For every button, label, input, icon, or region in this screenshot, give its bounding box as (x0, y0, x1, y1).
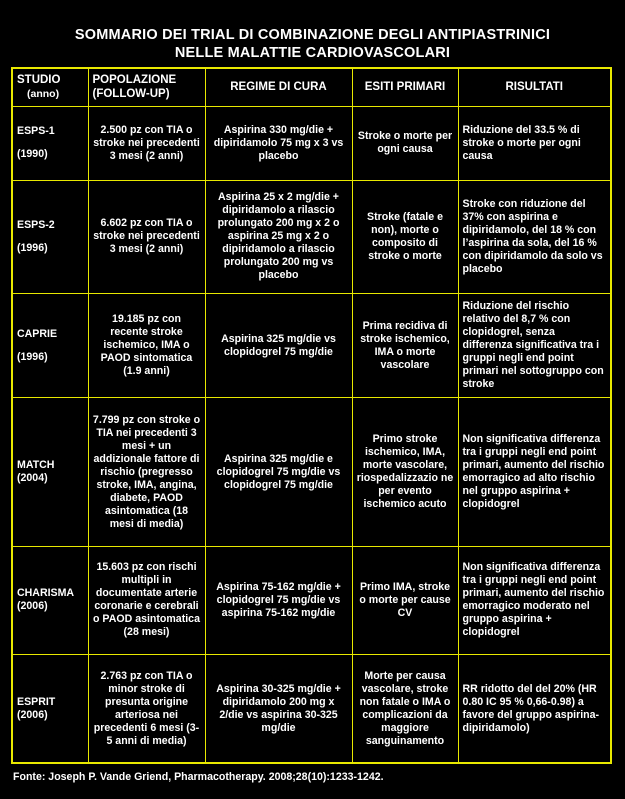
table-row (12, 546, 611, 654)
outcomes-cell: Stroke o morte per ogni causa (352, 106, 458, 180)
regimen-cell: Aspirina 330 mg/die + dipiridamolo 75 mg x 3 vs placebo (205, 106, 352, 180)
results-cell: Non significativa differenza tra i gruppi negli end point primari, aumento del rischio emorragico moderato nel gruppo aspirina + clopidogrel (458, 546, 611, 654)
table-row (12, 398, 611, 546)
outcomes-cell: Stroke (fatale e non), morte o composito di stroke o morte (352, 180, 458, 293)
header-popolazione: POPOLAZIONE (FOLLOW-UP) (88, 68, 205, 106)
study-cell (12, 106, 88, 180)
header-risultati: RISULTATI (458, 68, 611, 106)
population-cell: 6.602 pz con TIA o stroke nei precedenti 3 mesi (2 anni) (88, 180, 205, 293)
population-cell: 15.603 pz con rischi multipli in documentate arterie coronarie e cerebrali o PAOD asintomatica (28 mesi) (88, 546, 205, 654)
header-studio: STUDIO (anno) (12, 68, 88, 106)
results-cell: Non significativa differenza tra i gruppi negli end point primari, aumento del rischio emorragico ad alto rischio nel gruppo aspirina + clopidogrel (458, 398, 611, 546)
outcomes-cell: Primo IMA, stroke o morte per cause CV (352, 546, 458, 654)
results-cell: Stroke con riduzione del 37% con aspirina e dipiridamolo, del 18 % con l’aspirina da sola, del 16 % con dipiridamolo da solo vs placebo (458, 180, 611, 293)
study-year: (2006) (17, 708, 48, 721)
header-regime: REGIME DI CURA (205, 68, 352, 106)
regimen-cell: Aspirina 325 mg/die e clopidogrel 75 mg/die vs clopidogrel 75 mg/die (205, 398, 352, 546)
study-cell (12, 180, 88, 293)
results-cell: RR ridotto del del 20% (HR 0.80 IC 95 % 0,66-0.98) a favore del gruppo aspirina-dipiridamolo) (458, 655, 611, 763)
table-row (12, 294, 611, 398)
study-name: ESPS-2 (17, 218, 55, 231)
regimen-cell: Aspirina 30-325 mg/die + dipiridamolo 200 mg x 2/die vs aspirina 30-325 mg/die (205, 655, 352, 763)
source-citation: Fonte: Joseph P. Vande Griend, Pharmacotherapy. 2008;28(10):1233-1242. (13, 771, 384, 783)
outcomes-cell: Morte per causa vascolare, stroke non fatale o IMA o complicazioni da maggiore sanguinamento (352, 655, 458, 763)
regimen-cell: Aspirina 75-162 mg/die + clopidogrel 75 mg/die vs aspirina 75-162 mg/die (205, 546, 352, 654)
table-row (12, 655, 611, 763)
population-cell: 19.185 pz con recente stroke ischemico, IMA o PAOD sintomatica (1.9 anni) (88, 294, 205, 398)
study-cell (12, 546, 88, 654)
study-year: (1996) (17, 350, 48, 363)
population-cell: 2.763 pz con TIA o minor stroke di presunta origine arteriosa nei precedenti 6 mesi (3-5 anni di media) (88, 655, 205, 763)
study-year: (1996) (17, 241, 48, 254)
trials-table (11, 67, 612, 764)
study-year: (1990) (17, 148, 48, 161)
results-cell: Riduzione del 33.5 % di stroke o morte per ogni causa (458, 106, 611, 180)
study-cell (12, 655, 88, 763)
header-esiti: ESITI PRIMARI (352, 68, 458, 106)
study-name: ESPS-1 (17, 125, 55, 138)
title-line-2: NELLE MALATTIE CARDIOVASCOLARI (174, 45, 451, 61)
header-studio-sub: (anno) (27, 88, 60, 101)
study-name: ESPRIT (17, 695, 56, 708)
study-year: (2004) (17, 472, 48, 485)
study-name: CHARISMA (17, 587, 75, 600)
table-row (12, 106, 611, 180)
title-line-1: SOMMARIO DEI TRIAL DI COMBINAZIONE DEGLI ANTIPIASTRINICI (74, 27, 551, 43)
study-name: MATCH (17, 459, 55, 472)
outcomes-cell: Prima recidiva di stroke ischemico, IMA o morte vascolare (352, 294, 458, 398)
header-row (12, 68, 611, 106)
regimen-cell: Aspirina 325 mg/die vs clopidogrel 75 mg/die (205, 294, 352, 398)
study-name: CAPRIE (17, 327, 58, 340)
outcomes-cell: Primo stroke ischemico, IMA, morte vascolare, riospedalizzazio ne per evento ischemico acuto (352, 398, 458, 546)
population-cell: 7.799 pz con stroke o TIA nei precedenti 3 mesi + un addizionale fattore di rischio (pregresso stroke, IMA, angina, diabete, PAOD asintomatica (18 mesi di media) (88, 398, 205, 546)
table-row (12, 180, 611, 293)
regimen-cell: Aspirina 25 x 2 mg/die + dipiridamolo a rilascio prolungato 200 mg x 2 o aspirina 25 mg x 2 o dipiridamolo a rilascio prolungato 200 mg vs placebo (205, 180, 352, 293)
population-cell: 2.500 pz con TIA o stroke nei precedenti 3 mesi (2 anni) (88, 106, 205, 180)
results-cell: Riduzione del rischio relativo del 8,7 % con clopidogrel, senza differenza significativa tra i gruppi negli end point primari nel sottogruppo con stroke (458, 294, 611, 398)
page-title (0, 26, 625, 62)
header-popolazione-sub: (FOLLOW-UP) (92, 88, 170, 101)
study-cell (12, 398, 88, 546)
study-year: (2006) (17, 600, 48, 613)
study-cell (12, 294, 88, 398)
